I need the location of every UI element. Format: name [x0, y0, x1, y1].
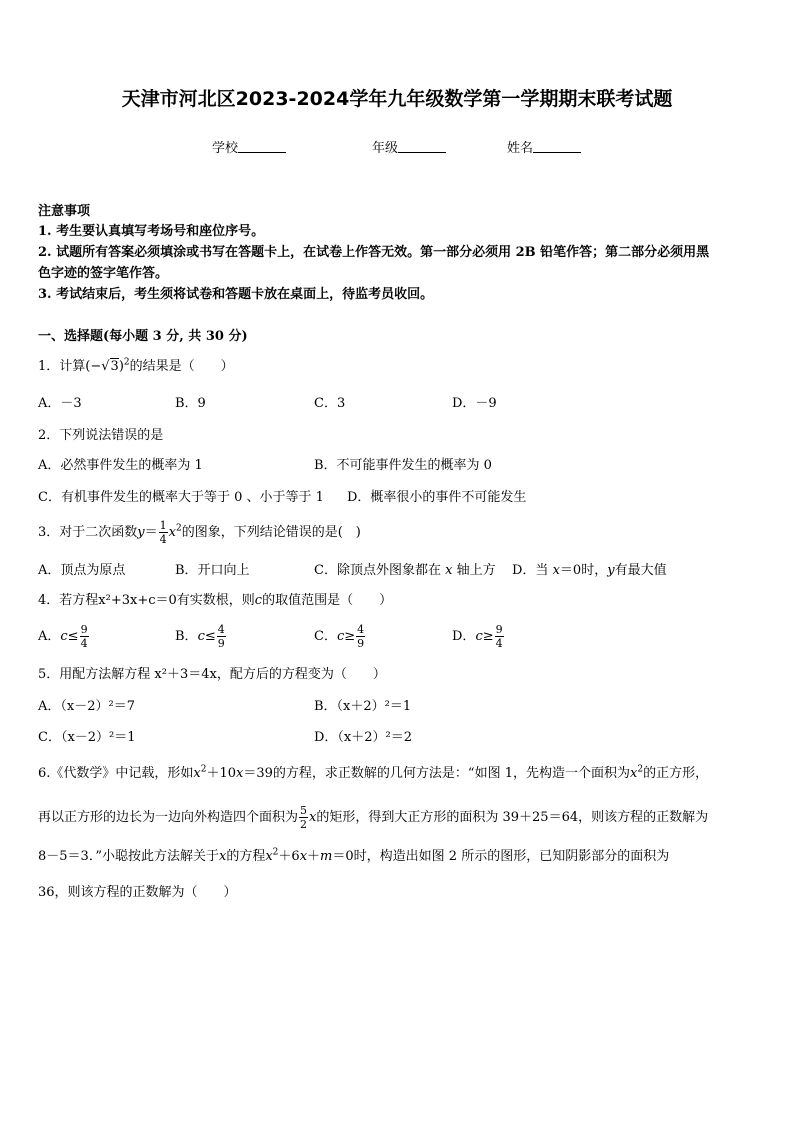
q1-option-c: C．3	[314, 396, 346, 411]
grade-blank	[398, 140, 446, 153]
q2-option-c: C．有机事件发生的概率大于等于 0 、小于等于 1	[38, 490, 324, 505]
q5-option-d: D．（x＋2）²＝2	[314, 730, 413, 745]
notice-heading: 注意事项	[38, 204, 91, 219]
school-field	[212, 140, 286, 157]
q3-prefix: 3．对于二次函数	[38, 525, 138, 540]
q1-option-a: A．－3	[38, 396, 82, 411]
q5-option-a: A．（x－2）²＝7	[38, 699, 135, 714]
q5-option-b: B．（x＋2）²＝1	[314, 699, 412, 714]
q2-option-d: D．概率很小的事件不可能发生	[347, 490, 527, 505]
q3-fraction: $\frac{1}{4}$	[159, 519, 167, 546]
q4-option-d: D．c≥ $\frac{9}{4}$	[452, 623, 503, 650]
q4-equation: x²+3x+c＝0	[98, 593, 177, 608]
notice-item-3: 3. 考试结束后，考生须将试卷和答题卡放在桌面上，待监考员收回。	[38, 287, 434, 302]
q4-option-c: C．c≥ $\frac{4}{9}$	[314, 623, 365, 650]
name-label: 姓名	[507, 141, 534, 156]
question-6-line-2: 再以正方形的边长为一边向外构造四个面积为 $\frac{5}{2}$ x的矩形，得到大正方形的面积为 39＋25＝64，则该方程的正数解为	[38, 804, 709, 831]
q5-option-c: C．（x－2）²＝1	[38, 730, 136, 745]
q1-option-d: D．－9	[452, 396, 497, 411]
q3-option-c: C．除顶点外图象都在 x 轴上方	[314, 563, 496, 578]
q4-option-a: A．c≤ $\frac{9}{4}$	[38, 623, 88, 650]
q1-suffix: 的结果是（ ）	[129, 359, 234, 374]
q2-option-a: A．必然事件发生的概率为 1	[38, 458, 203, 473]
question-4: 4．若方程x²+3x+c＝0有实数根，则c的取值范围是（ ）	[38, 593, 393, 608]
section-heading: 一、选择题(每小题 3 分, 共 30 分)	[38, 329, 248, 344]
name-blank	[533, 140, 581, 153]
question-2: 2．下列说法错误的是	[38, 428, 164, 443]
q2-option-b: B．不可能事件发生的概率为 0	[314, 458, 492, 473]
question-6-line-3: 8－5＝3．”小聪按此方法解关于x的方程$x^2+6x+m=0$时，构造出如图 2 所示的图形，已知阴影部分的面积为	[38, 847, 670, 864]
question-3: 3．对于二次函数y＝ $\frac{1}{4}$ $x^2$的图象，下列结论错误的是( )	[38, 519, 361, 546]
grade-field	[372, 140, 446, 157]
question-6-line-1: 6.《代数学》中记载，形如$x^2+10x=39$的方程，求正数解的几何方法是：“如图 1，先构造一个面积为$x^2$的正方形，	[38, 764, 709, 781]
q4-option-b: B．c≤ $\frac{4}{9}$	[175, 623, 225, 650]
q3-option-d: D．当 x＝0时，y有最大值	[512, 563, 667, 578]
question-5: 5．用配方法解方程 x²＋3＝4x，配方后的方程变为（ ）	[38, 667, 386, 682]
q3-option-b: B．开口向上	[175, 563, 250, 578]
q3-suffix: 的图象，下列结论错误的是( )	[181, 525, 361, 540]
notice-item-2: 2. 试题所有答案必须填涂或书写在答题卡上，在试卷上作答无效。第一部分必须用 2B 铅笔作答；第二部分必须用黑	[38, 245, 710, 260]
q3-option-a: A．顶点为原点	[38, 563, 126, 578]
question-1	[38, 359, 234, 375]
school-blank	[238, 140, 286, 153]
q1-prefix: 1．计算	[38, 359, 86, 374]
grade-label: 年级	[372, 141, 399, 156]
question-6-line-4: 36，则该方程的正数解为（ ）	[38, 885, 237, 900]
notice-item-2-cont: 色字迹的签字笔作答。	[38, 266, 169, 281]
q1-expression: $(-√3)^2$	[85, 357, 130, 374]
q1-option-b: B．9	[175, 396, 206, 411]
q4-prefix: 4．若方程	[38, 593, 99, 608]
page-title: 天津市河北区2023-2024学年九年级数学第一学期期末联考试题	[121, 88, 673, 110]
notice-item-1: 1. 考生要认真填写考场号和座位序号。	[38, 224, 265, 239]
school-label: 学校	[212, 141, 239, 156]
q3-function: y	[137, 525, 145, 540]
name-field	[507, 140, 581, 157]
